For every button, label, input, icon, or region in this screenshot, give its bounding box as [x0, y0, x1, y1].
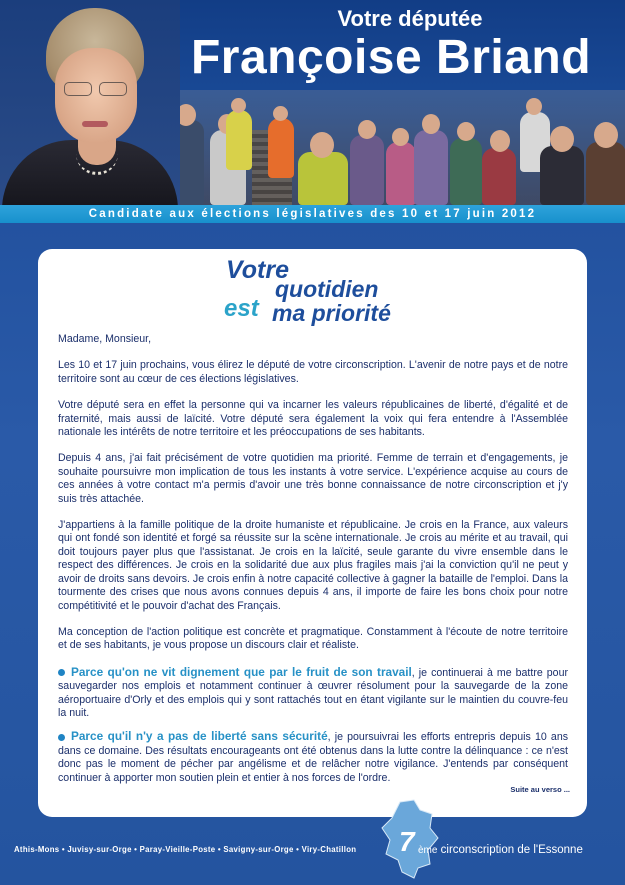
- slogan-line-4: ma priorité: [272, 300, 391, 326]
- slogan: [220, 258, 420, 328]
- bullet-dot-icon: [58, 734, 65, 741]
- election-band-text: Candidate aux élections législatives des 10 et 17 juin 2012: [88, 208, 537, 220]
- bullet-security-head: Parce qu'il n'y a pas de liberté sans sécurité: [71, 729, 328, 744]
- bullet-security-body: , je poursuivrai les efforts entrepris depuis 10 ans dans ce domaine. Des résultats encourageants ont été obtenus dans la lutte contre la délinquance : ce n'est donc pas le moment de pécher par angélisme et de relâcher notre vigilance. J'entends par conséquent continuer à apporter mon soutien plein et entier à nos forces de l'ordre.: [58, 731, 569, 784]
- letter-paragraph-5: Ma conception de l'action politique est concrète et pragmatique. Constamment à l'écoute de notre territoire et de ses habitants, je vous propose un discours clair et réaliste.: [58, 625, 568, 652]
- header-banner: [0, 0, 625, 205]
- circonscription-label: [418, 844, 583, 856]
- slogan-line-2: quotidien: [275, 276, 379, 302]
- crowd-photo: [160, 90, 625, 205]
- continued-note: Suite au verso ...: [510, 785, 570, 794]
- towns-list: Athis-Mons • Juvisy-sur-Orge • Paray-Vieille-Poste • Savigny-sur-Orge • Viry-Chatillon: [14, 845, 357, 854]
- letter-paragraph-2: Votre député sera en effet la personne qui va incarner les valeurs républicaines de liberté, d'égalité et de fraternité, mais aussi de laïcité. Votre député sera également la voix qui fera entendre à l'Assemblée nationale les intérêts de notre territoire et les préoccupations de ses habitants.: [58, 399, 568, 439]
- candidate-portrait: [0, 0, 180, 205]
- letter-body: [58, 333, 568, 785]
- bullet-employment-head: Parce qu'on ne vit dignement que par le fruit de son travail: [71, 664, 412, 679]
- bullet-employment-body: , je continuerai à me battre pour sauvegarder nos emplois et notamment continuer à œuvrer résolument pour la sauvegarde de la zone aéroportuaire d'Orly et des emplois qui y sont rattachés tout en étant vigilante sur le maintien du couvre-feu la nuit.: [58, 666, 568, 719]
- letter-paragraph-4: J'appartiens à la famille politique de la droite humaniste et républicaine. Je crois en la France, aux valeurs qui ont fondé son identité et forgé sa réussite sur la scène internationale. Je crois au mérite et au travail, qui doit toujours payer plus que l'assistanat. Je crois en la laïcité, seule garante du vivre ensemble dans le respect des différences. Je crois en la solidarité due aux plus fragiles mais j'ai la conviction qu'il ne peut y avoir de droits sans devoirs. Je crois enfin à notre capacité collective à gagner la bataille de l'emploi. Dans la tourmente des crises que nous avons connues depuis 4 ans, il importe de faire les bons choix pour notre compétitivité et le pouvoir d'achat des Français.: [58, 519, 568, 612]
- bullet-employment: [58, 666, 568, 721]
- slogan-line-3: est: [224, 295, 259, 322]
- candidate-name: Françoise Briand: [190, 31, 592, 84]
- bullet-dot-icon: [58, 669, 65, 676]
- circonscription-number: 7: [399, 826, 415, 857]
- header-subtitle: Votre députée: [337, 6, 483, 31]
- slogan-line-1: Votre: [226, 256, 289, 284]
- letter-greeting: Madame, Monsieur,: [58, 333, 152, 345]
- bullet-security: [58, 730, 568, 785]
- circonscription-name: circonscription de l'Essonne: [440, 844, 583, 856]
- letter-paragraph-1: Les 10 et 17 juin prochains, vous élirez le député de votre circonscription. L'avenir de notre pays et de notre territoire sont au cœur de ces élections législatives.: [58, 359, 568, 385]
- circonscription-suffix: ème: [418, 845, 438, 856]
- letter-paragraph-3: Depuis 4 ans, j'ai fait précisément de votre quotidien ma priorité. Femme de terrain et d'engagements, je souhaite poursuivre mon implication de tous les instants à votre service. L'expérience acquise au cours de ces années à votre contact m'a permis d'avoir une très bonne connaissance de notre circonscription et j'y suis très attachée.: [58, 452, 568, 505]
